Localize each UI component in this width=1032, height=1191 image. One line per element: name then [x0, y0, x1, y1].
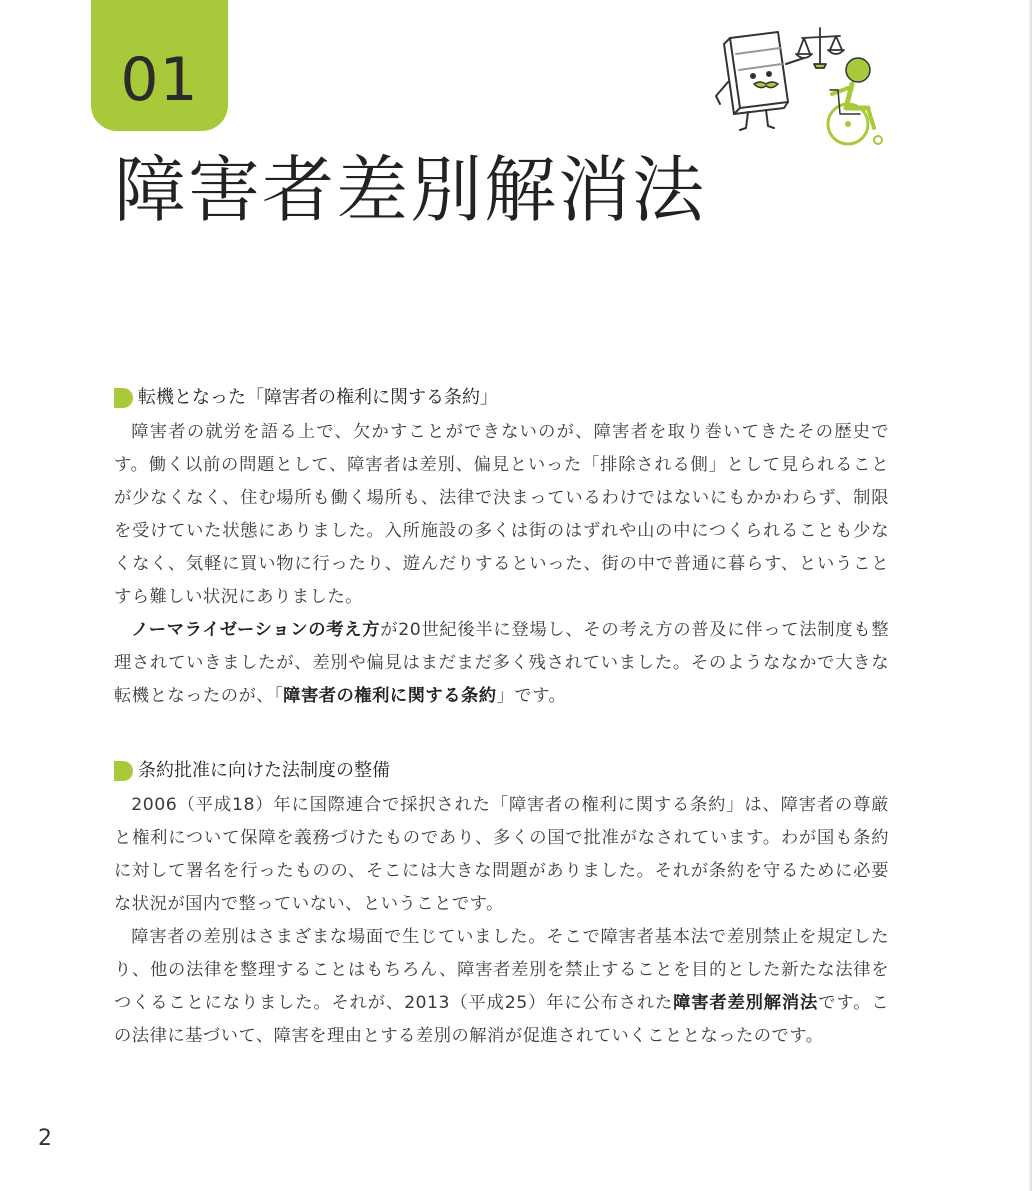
section-legal-framework — [114, 756, 889, 1053]
chapter-title: 障害者差別解消法 — [114, 148, 707, 232]
paragraph-text: 」です。 — [496, 686, 567, 706]
section-heading-text: 条約批准に向けた法制度の整備 — [138, 760, 390, 781]
emphasized-term: 障害者の権利に関する条約 — [283, 686, 497, 706]
chapter-illustration — [708, 24, 890, 150]
heading-marker-icon — [114, 761, 133, 781]
section-heading — [114, 756, 889, 786]
page-number: 2 — [38, 1126, 52, 1151]
body-paragraph — [114, 789, 889, 921]
heading-marker-icon — [114, 388, 133, 408]
law-book-character-icon — [716, 32, 810, 130]
section-heading — [114, 383, 889, 413]
paragraph-text: 障害者の差別はさまざまな場面で生じていました。そこで障害者基本法で差別禁止を規定したり、他の法律を整理することはもちろん、障害者差別を禁止することを目的とした新たな法律をつくることになりました。それが、2013（平成25）年に公布された — [114, 927, 889, 1013]
wheelchair-user-icon — [828, 58, 882, 144]
chapter-tab — [91, 0, 228, 131]
emphasized-term: ノーマライゼーションの考え方 — [131, 620, 381, 640]
body-paragraph — [114, 416, 889, 614]
section-heading-text: 転機となった「障害者の権利に関する条約」 — [138, 387, 498, 408]
chapter-number: 01 — [120, 45, 199, 115]
body-paragraph — [114, 921, 889, 1053]
section-treaty-turning-point — [114, 383, 889, 713]
emphasized-term: 障害者差別解消法 — [673, 993, 819, 1013]
paragraph-text: 2006（平成18）年に国際連合で採択された「障害者の権利に関する条約」は、障害者の尊厳と権利について保障を義務づけたものであり、多くの国で批准がなされています。わが国も条約に対して署名を行ったものの、そこには大きな問題がありました。それが条約を守るために必要な状況が国内で整っていない、ということです。 — [114, 795, 889, 914]
paragraph-text: です。この法律に基づいて、障害を理由とする差別の解消が促進されていくこととなったのです。 — [114, 993, 889, 1046]
body-paragraph — [114, 614, 889, 713]
scales-of-justice-icon — [796, 28, 844, 68]
paragraph-text: が20世紀後半に登場し、その考え方の普及に伴って法制度も整理されていきましたが、差別や偏見はまだまだ多く残されていました。そのようななかで大きな転機となったのが、「 — [114, 620, 890, 706]
paragraph-text: 障害者の就労を語る上で、欠かすことができないのが、障害者を取り巻いてきたその歴史です。働く以前の問題として、障害者は差別、偏見といった「排除される側」として見られることが少なくなく、住む場所も働く場所も、法律で決まっているわけではないにもかかわらず、制限を受けていた状態にありました。入所施設の多くは街のはずれや山の中につくられることも少なくなく、気軽に買い物に行ったり、遊んだりするといった、街の中で普通に暮らす、ということすら難しい状況にありました。 — [114, 422, 889, 607]
